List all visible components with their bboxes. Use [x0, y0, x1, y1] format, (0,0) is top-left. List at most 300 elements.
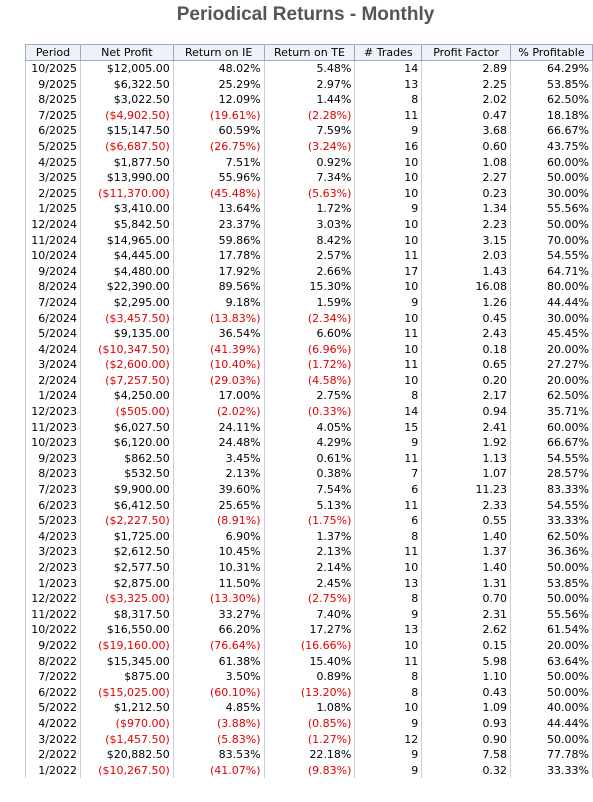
cell-return-on-ie: 25.29% [173, 77, 264, 93]
cell-net-profit: $4,445.00 [80, 248, 173, 264]
cell-period: 10/2024 [26, 248, 81, 264]
cell-net-profit: ($4,902.50) [80, 108, 173, 124]
cell-return-on-te: 7.54% [264, 482, 355, 498]
table-row [26, 513, 593, 529]
cell-percent-profitable: 43.75% [511, 139, 593, 155]
table-row [26, 544, 593, 560]
cell-net-profit: ($2,227.50) [80, 513, 173, 529]
cell-return-on-ie: 4.85% [173, 700, 264, 716]
table-row [26, 311, 593, 327]
cell-net-profit: $22,390.00 [80, 279, 173, 295]
cell-period: 1/2022 [26, 763, 81, 779]
cell-net-profit: $1,725.00 [80, 529, 173, 545]
cell-percent-profitable: 30.00% [511, 311, 593, 327]
cell-percent-profitable: 36.36% [511, 544, 593, 560]
cell-profit-factor: 3.15 [422, 233, 511, 249]
cell-trades: 8 [355, 92, 422, 108]
cell-trades: 11 [355, 108, 422, 124]
cell-return-on-ie: 9.18% [173, 295, 264, 311]
cell-return-on-te: 1.72% [264, 201, 355, 217]
cell-profit-factor: 2.62 [422, 622, 511, 638]
cell-percent-profitable: 70.00% [511, 233, 593, 249]
cell-return-on-te: 17.27% [264, 622, 355, 638]
cell-trades: 17 [355, 264, 422, 280]
cell-return-on-ie: 13.64% [173, 201, 264, 217]
cell-period: 9/2023 [26, 451, 81, 467]
cell-trades: 8 [355, 529, 422, 545]
cell-profit-factor: 0.60 [422, 139, 511, 155]
cell-trades: 10 [355, 186, 422, 202]
cell-trades: 14 [355, 404, 422, 420]
cell-period: 1/2023 [26, 576, 81, 592]
cell-return-on-te: (2.75%) [264, 591, 355, 607]
cell-percent-profitable: 28.57% [511, 466, 593, 482]
cell-profit-factor: 0.45 [422, 311, 511, 327]
cell-return-on-te: (13.20%) [264, 685, 355, 701]
cell-period: 5/2022 [26, 700, 81, 716]
cell-profit-factor: 2.31 [422, 607, 511, 623]
cell-return-on-te: 2.14% [264, 560, 355, 576]
cell-trades: 8 [355, 591, 422, 607]
cell-return-on-ie: (13.30%) [173, 591, 264, 607]
cell-trades: 10 [355, 638, 422, 654]
cell-period: 7/2024 [26, 295, 81, 311]
cell-period: 10/2022 [26, 622, 81, 638]
cell-period: 3/2022 [26, 732, 81, 748]
cell-return-on-te: (1.72%) [264, 357, 355, 373]
cell-net-profit: ($6,687.50) [80, 139, 173, 155]
cell-trades: 10 [355, 155, 422, 171]
cell-net-profit: $1,212.50 [80, 700, 173, 716]
cell-period: 6/2022 [26, 685, 81, 701]
table-row [26, 404, 593, 420]
cell-return-on-ie: 10.31% [173, 560, 264, 576]
cell-period: 3/2025 [26, 170, 81, 186]
cell-net-profit: ($15,025.00) [80, 685, 173, 701]
cell-percent-profitable: 50.00% [511, 217, 593, 233]
cell-net-profit: $4,480.00 [80, 264, 173, 280]
cell-net-profit: ($10,347.50) [80, 342, 173, 358]
cell-return-on-ie: 66.20% [173, 622, 264, 638]
cell-percent-profitable: 50.00% [511, 170, 593, 186]
cell-percent-profitable: 27.27% [511, 357, 593, 373]
cell-return-on-te: 7.59% [264, 123, 355, 139]
column-header-trades[interactable]: # Trades [355, 45, 422, 61]
cell-percent-profitable: 53.85% [511, 77, 593, 93]
table-row [26, 669, 593, 685]
cell-percent-profitable: 55.56% [511, 201, 593, 217]
cell-profit-factor: 0.43 [422, 685, 511, 701]
cell-trades: 10 [355, 170, 422, 186]
cell-trades: 13 [355, 622, 422, 638]
cell-return-on-te: 22.18% [264, 747, 355, 763]
cell-return-on-te: 1.08% [264, 700, 355, 716]
table-row [26, 638, 593, 654]
cell-return-on-te: (5.63%) [264, 186, 355, 202]
cell-profit-factor: 7.58 [422, 747, 511, 763]
cell-percent-profitable: 45.45% [511, 326, 593, 342]
cell-percent-profitable: 62.50% [511, 388, 593, 404]
cell-return-on-te: 7.34% [264, 170, 355, 186]
cell-profit-factor: 3.68 [422, 123, 511, 139]
cell-trades: 8 [355, 685, 422, 701]
cell-return-on-te: 15.40% [264, 654, 355, 670]
cell-net-profit: $875.00 [80, 669, 173, 685]
cell-period: 9/2024 [26, 264, 81, 280]
cell-trades: 8 [355, 388, 422, 404]
table-row [26, 622, 593, 638]
cell-return-on-te: 0.89% [264, 669, 355, 685]
cell-return-on-ie: (29.03%) [173, 373, 264, 389]
cell-return-on-te: 1.59% [264, 295, 355, 311]
cell-return-on-ie: (13.83%) [173, 311, 264, 327]
cell-return-on-ie: 3.45% [173, 451, 264, 467]
cell-return-on-ie: 17.92% [173, 264, 264, 280]
cell-period: 6/2025 [26, 123, 81, 139]
cell-return-on-ie: 39.60% [173, 482, 264, 498]
cell-period: 1/2025 [26, 201, 81, 217]
cell-profit-factor: 0.55 [422, 513, 511, 529]
cell-return-on-te: 2.13% [264, 544, 355, 560]
cell-return-on-te: 3.03% [264, 217, 355, 233]
table-row [26, 498, 593, 514]
cell-period: 10/2025 [26, 61, 81, 77]
cell-percent-profitable: 64.71% [511, 264, 593, 280]
cell-percent-profitable: 54.55% [511, 248, 593, 264]
cell-period: 7/2023 [26, 482, 81, 498]
cell-period: 11/2022 [26, 607, 81, 623]
cell-percent-profitable: 50.00% [511, 560, 593, 576]
cell-net-profit: $5,842.50 [80, 217, 173, 233]
cell-period: 9/2022 [26, 638, 81, 654]
cell-profit-factor: 1.37 [422, 544, 511, 560]
cell-return-on-te: 0.38% [264, 466, 355, 482]
cell-trades: 10 [355, 217, 422, 233]
cell-net-profit: $8,317.50 [80, 607, 173, 623]
cell-percent-profitable: 50.00% [511, 732, 593, 748]
cell-period: 2/2025 [26, 186, 81, 202]
cell-period: 5/2025 [26, 139, 81, 155]
cell-trades: 11 [355, 326, 422, 342]
table-row [26, 61, 593, 77]
table-row [26, 77, 593, 93]
cell-trades: 11 [355, 357, 422, 373]
cell-profit-factor: 2.25 [422, 77, 511, 93]
cell-return-on-te: (4.58%) [264, 373, 355, 389]
column-header-return-on-te[interactable]: Return on TE [264, 45, 355, 61]
table-row [26, 248, 593, 264]
cell-trades: 12 [355, 732, 422, 748]
cell-net-profit: ($970.00) [80, 716, 173, 732]
cell-net-profit: $9,900.00 [80, 482, 173, 498]
cell-return-on-ie: (76.64%) [173, 638, 264, 654]
cell-percent-profitable: 54.55% [511, 498, 593, 514]
cell-profit-factor: 1.08 [422, 155, 511, 171]
cell-net-profit: $532.50 [80, 466, 173, 482]
cell-trades: 10 [355, 342, 422, 358]
cell-return-on-ie: 17.00% [173, 388, 264, 404]
cell-profit-factor: 1.92 [422, 435, 511, 451]
cell-percent-profitable: 33.33% [511, 763, 593, 779]
cell-percent-profitable: 40.00% [511, 700, 593, 716]
cell-profit-factor: 2.17 [422, 388, 511, 404]
cell-net-profit: $4,250.00 [80, 388, 173, 404]
cell-trades: 9 [355, 295, 422, 311]
cell-trades: 9 [355, 435, 422, 451]
cell-percent-profitable: 66.67% [511, 123, 593, 139]
table-row [26, 420, 593, 436]
cell-period: 2/2024 [26, 373, 81, 389]
table-row [26, 529, 593, 545]
cell-percent-profitable: 18.18% [511, 108, 593, 124]
cell-net-profit: $2,295.00 [80, 295, 173, 311]
cell-trades: 10 [355, 233, 422, 249]
cell-return-on-te: 5.13% [264, 498, 355, 514]
column-header-profit-factor[interactable]: Profit Factor [422, 45, 511, 61]
cell-percent-profitable: 20.00% [511, 638, 593, 654]
cell-net-profit: ($3,325.00) [80, 591, 173, 607]
cell-profit-factor: 2.41 [422, 420, 511, 436]
cell-period: 5/2023 [26, 513, 81, 529]
cell-period: 9/2025 [26, 77, 81, 93]
cell-return-on-te: 6.60% [264, 326, 355, 342]
cell-period: 8/2023 [26, 466, 81, 482]
cell-net-profit: $1,877.50 [80, 155, 173, 171]
cell-trades: 9 [355, 123, 422, 139]
cell-return-on-te: (16.66%) [264, 638, 355, 654]
cell-period: 4/2022 [26, 716, 81, 732]
cell-return-on-ie: 89.56% [173, 279, 264, 295]
cell-period: 7/2022 [26, 669, 81, 685]
cell-return-on-ie: 2.13% [173, 466, 264, 482]
table-row [26, 591, 593, 607]
table-row [26, 482, 593, 498]
table-row [26, 560, 593, 576]
cell-profit-factor: 0.23 [422, 186, 511, 202]
cell-return-on-ie: (41.39%) [173, 342, 264, 358]
cell-percent-profitable: 50.00% [511, 669, 593, 685]
cell-return-on-te: 2.45% [264, 576, 355, 592]
column-header-percent-profitable[interactable]: % Profitable [511, 45, 593, 61]
cell-net-profit: $14,965.00 [80, 233, 173, 249]
cell-net-profit: $16,550.00 [80, 622, 173, 638]
table-row [26, 92, 593, 108]
table-row [26, 716, 593, 732]
column-header-net-profit[interactable]: Net Profit [80, 45, 173, 61]
cell-net-profit: $9,135.00 [80, 326, 173, 342]
cell-trades: 9 [355, 607, 422, 623]
cell-net-profit: ($2,600.00) [80, 357, 173, 373]
cell-net-profit: $862.50 [80, 451, 173, 467]
cell-return-on-ie: (19.61%) [173, 108, 264, 124]
cell-trades: 6 [355, 513, 422, 529]
cell-profit-factor: 1.10 [422, 669, 511, 685]
cell-profit-factor: 1.09 [422, 700, 511, 716]
cell-trades: 10 [355, 311, 422, 327]
cell-percent-profitable: 20.00% [511, 342, 593, 358]
cell-profit-factor: 0.70 [422, 591, 511, 607]
cell-period: 12/2024 [26, 217, 81, 233]
cell-net-profit: ($3,457.50) [80, 311, 173, 327]
table-row [26, 326, 593, 342]
table-row [26, 108, 593, 124]
cell-trades: 9 [355, 716, 422, 732]
cell-percent-profitable: 66.67% [511, 435, 593, 451]
cell-period: 5/2024 [26, 326, 81, 342]
cell-percent-profitable: 80.00% [511, 279, 593, 295]
cell-percent-profitable: 20.00% [511, 373, 593, 389]
cell-return-on-ie: 83.53% [173, 747, 264, 763]
cell-trades: 14 [355, 61, 422, 77]
cell-return-on-te: (2.34%) [264, 311, 355, 327]
column-header-period[interactable]: Period [26, 45, 81, 61]
page-title: Periodical Returns - Monthly [176, 4, 435, 25]
table-row [26, 139, 593, 155]
cell-net-profit: ($7,257.50) [80, 373, 173, 389]
table-row [26, 466, 593, 482]
cell-profit-factor: 1.26 [422, 295, 511, 311]
table-row [26, 233, 593, 249]
cell-return-on-te: (6.96%) [264, 342, 355, 358]
cell-period: 4/2024 [26, 342, 81, 358]
table-row [26, 388, 593, 404]
cell-percent-profitable: 63.64% [511, 654, 593, 670]
cell-period: 8/2024 [26, 279, 81, 295]
cell-period: 10/2023 [26, 435, 81, 451]
cell-profit-factor: 5.98 [422, 654, 511, 670]
table-row [26, 295, 593, 311]
cell-return-on-te: (3.24%) [264, 139, 355, 155]
cell-trades: 13 [355, 576, 422, 592]
table-row [26, 279, 593, 295]
cell-trades: 9 [355, 747, 422, 763]
cell-percent-profitable: 30.00% [511, 186, 593, 202]
cell-return-on-ie: 61.38% [173, 654, 264, 670]
cell-return-on-te: 2.66% [264, 264, 355, 280]
cell-percent-profitable: 77.78% [511, 747, 593, 763]
cell-return-on-ie: (45.48%) [173, 186, 264, 202]
table-row [26, 373, 593, 389]
table-row [26, 607, 593, 623]
cell-net-profit: $3,410.00 [80, 201, 173, 217]
cell-profit-factor: 0.18 [422, 342, 511, 358]
cell-period: 3/2024 [26, 357, 81, 373]
column-header-return-on-ie[interactable]: Return on IE [173, 45, 264, 61]
cell-net-profit: $13,990.00 [80, 170, 173, 186]
cell-net-profit: $6,322.50 [80, 77, 173, 93]
table-row [26, 763, 593, 779]
table-row [26, 186, 593, 202]
cell-trades: 16 [355, 139, 422, 155]
cell-profit-factor: 1.34 [422, 201, 511, 217]
cell-period: 12/2023 [26, 404, 81, 420]
cell-profit-factor: 1.07 [422, 466, 511, 482]
cell-period: 8/2022 [26, 654, 81, 670]
cell-net-profit: $15,345.00 [80, 654, 173, 670]
cell-percent-profitable: 64.29% [511, 61, 593, 77]
cell-percent-profitable: 62.50% [511, 92, 593, 108]
cell-return-on-ie: 12.09% [173, 92, 264, 108]
cell-net-profit: $3,022.50 [80, 92, 173, 108]
cell-return-on-te: 2.97% [264, 77, 355, 93]
cell-return-on-te: 1.37% [264, 529, 355, 545]
cell-return-on-te: 2.57% [264, 248, 355, 264]
cell-period: 8/2025 [26, 92, 81, 108]
cell-net-profit: ($1,457.50) [80, 732, 173, 748]
cell-trades: 11 [355, 498, 422, 514]
cell-return-on-te: 4.05% [264, 420, 355, 436]
cell-period: 4/2023 [26, 529, 81, 545]
cell-profit-factor: 2.03 [422, 248, 511, 264]
cell-return-on-te: 8.42% [264, 233, 355, 249]
cell-trades: 15 [355, 420, 422, 436]
cell-net-profit: $2,577.50 [80, 560, 173, 576]
cell-trades: 11 [355, 654, 422, 670]
cell-return-on-ie: (2.02%) [173, 404, 264, 420]
table-row [26, 576, 593, 592]
cell-period: 3/2023 [26, 544, 81, 560]
table-row [26, 264, 593, 280]
cell-return-on-ie: 10.45% [173, 544, 264, 560]
cell-profit-factor: 2.02 [422, 92, 511, 108]
cell-profit-factor: 2.27 [422, 170, 511, 186]
cell-period: 11/2024 [26, 233, 81, 249]
cell-percent-profitable: 44.44% [511, 295, 593, 311]
cell-return-on-ie: (5.83%) [173, 732, 264, 748]
cell-period: 2/2022 [26, 747, 81, 763]
cell-profit-factor: 0.20 [422, 373, 511, 389]
cell-net-profit: ($10,267.50) [80, 763, 173, 779]
cell-return-on-ie: 23.37% [173, 217, 264, 233]
table-row [26, 435, 593, 451]
cell-percent-profitable: 44.44% [511, 716, 593, 732]
cell-profit-factor: 1.43 [422, 264, 511, 280]
cell-net-profit: $6,412.50 [80, 498, 173, 514]
cell-percent-profitable: 61.54% [511, 622, 593, 638]
cell-trades: 11 [355, 544, 422, 560]
cell-return-on-te: 0.92% [264, 155, 355, 171]
cell-return-on-ie: 3.50% [173, 669, 264, 685]
cell-return-on-ie: 25.65% [173, 498, 264, 514]
cell-trades: 9 [355, 201, 422, 217]
cell-return-on-te: (0.85%) [264, 716, 355, 732]
cell-net-profit: ($19,160.00) [80, 638, 173, 654]
table-header-row [26, 45, 593, 61]
cell-return-on-ie: (41.07%) [173, 763, 264, 779]
cell-profit-factor: 0.15 [422, 638, 511, 654]
cell-trades: 13 [355, 77, 422, 93]
cell-net-profit: ($11,370.00) [80, 186, 173, 202]
cell-percent-profitable: 50.00% [511, 685, 593, 701]
cell-return-on-ie: 48.02% [173, 61, 264, 77]
cell-return-on-te: 5.48% [264, 61, 355, 77]
cell-profit-factor: 1.40 [422, 529, 511, 545]
table-row [26, 685, 593, 701]
cell-return-on-ie: 59.86% [173, 233, 264, 249]
cell-trades: 10 [355, 560, 422, 576]
cell-return-on-ie: (26.75%) [173, 139, 264, 155]
cell-profit-factor: 1.31 [422, 576, 511, 592]
cell-return-on-te: 2.75% [264, 388, 355, 404]
cell-percent-profitable: 83.33% [511, 482, 593, 498]
cell-period: 1/2024 [26, 388, 81, 404]
table-row [26, 155, 593, 171]
cell-period: 7/2025 [26, 108, 81, 124]
cell-return-on-ie: 24.11% [173, 420, 264, 436]
cell-period: 6/2024 [26, 311, 81, 327]
cell-return-on-ie: 7.51% [173, 155, 264, 171]
cell-percent-profitable: 33.33% [511, 513, 593, 529]
